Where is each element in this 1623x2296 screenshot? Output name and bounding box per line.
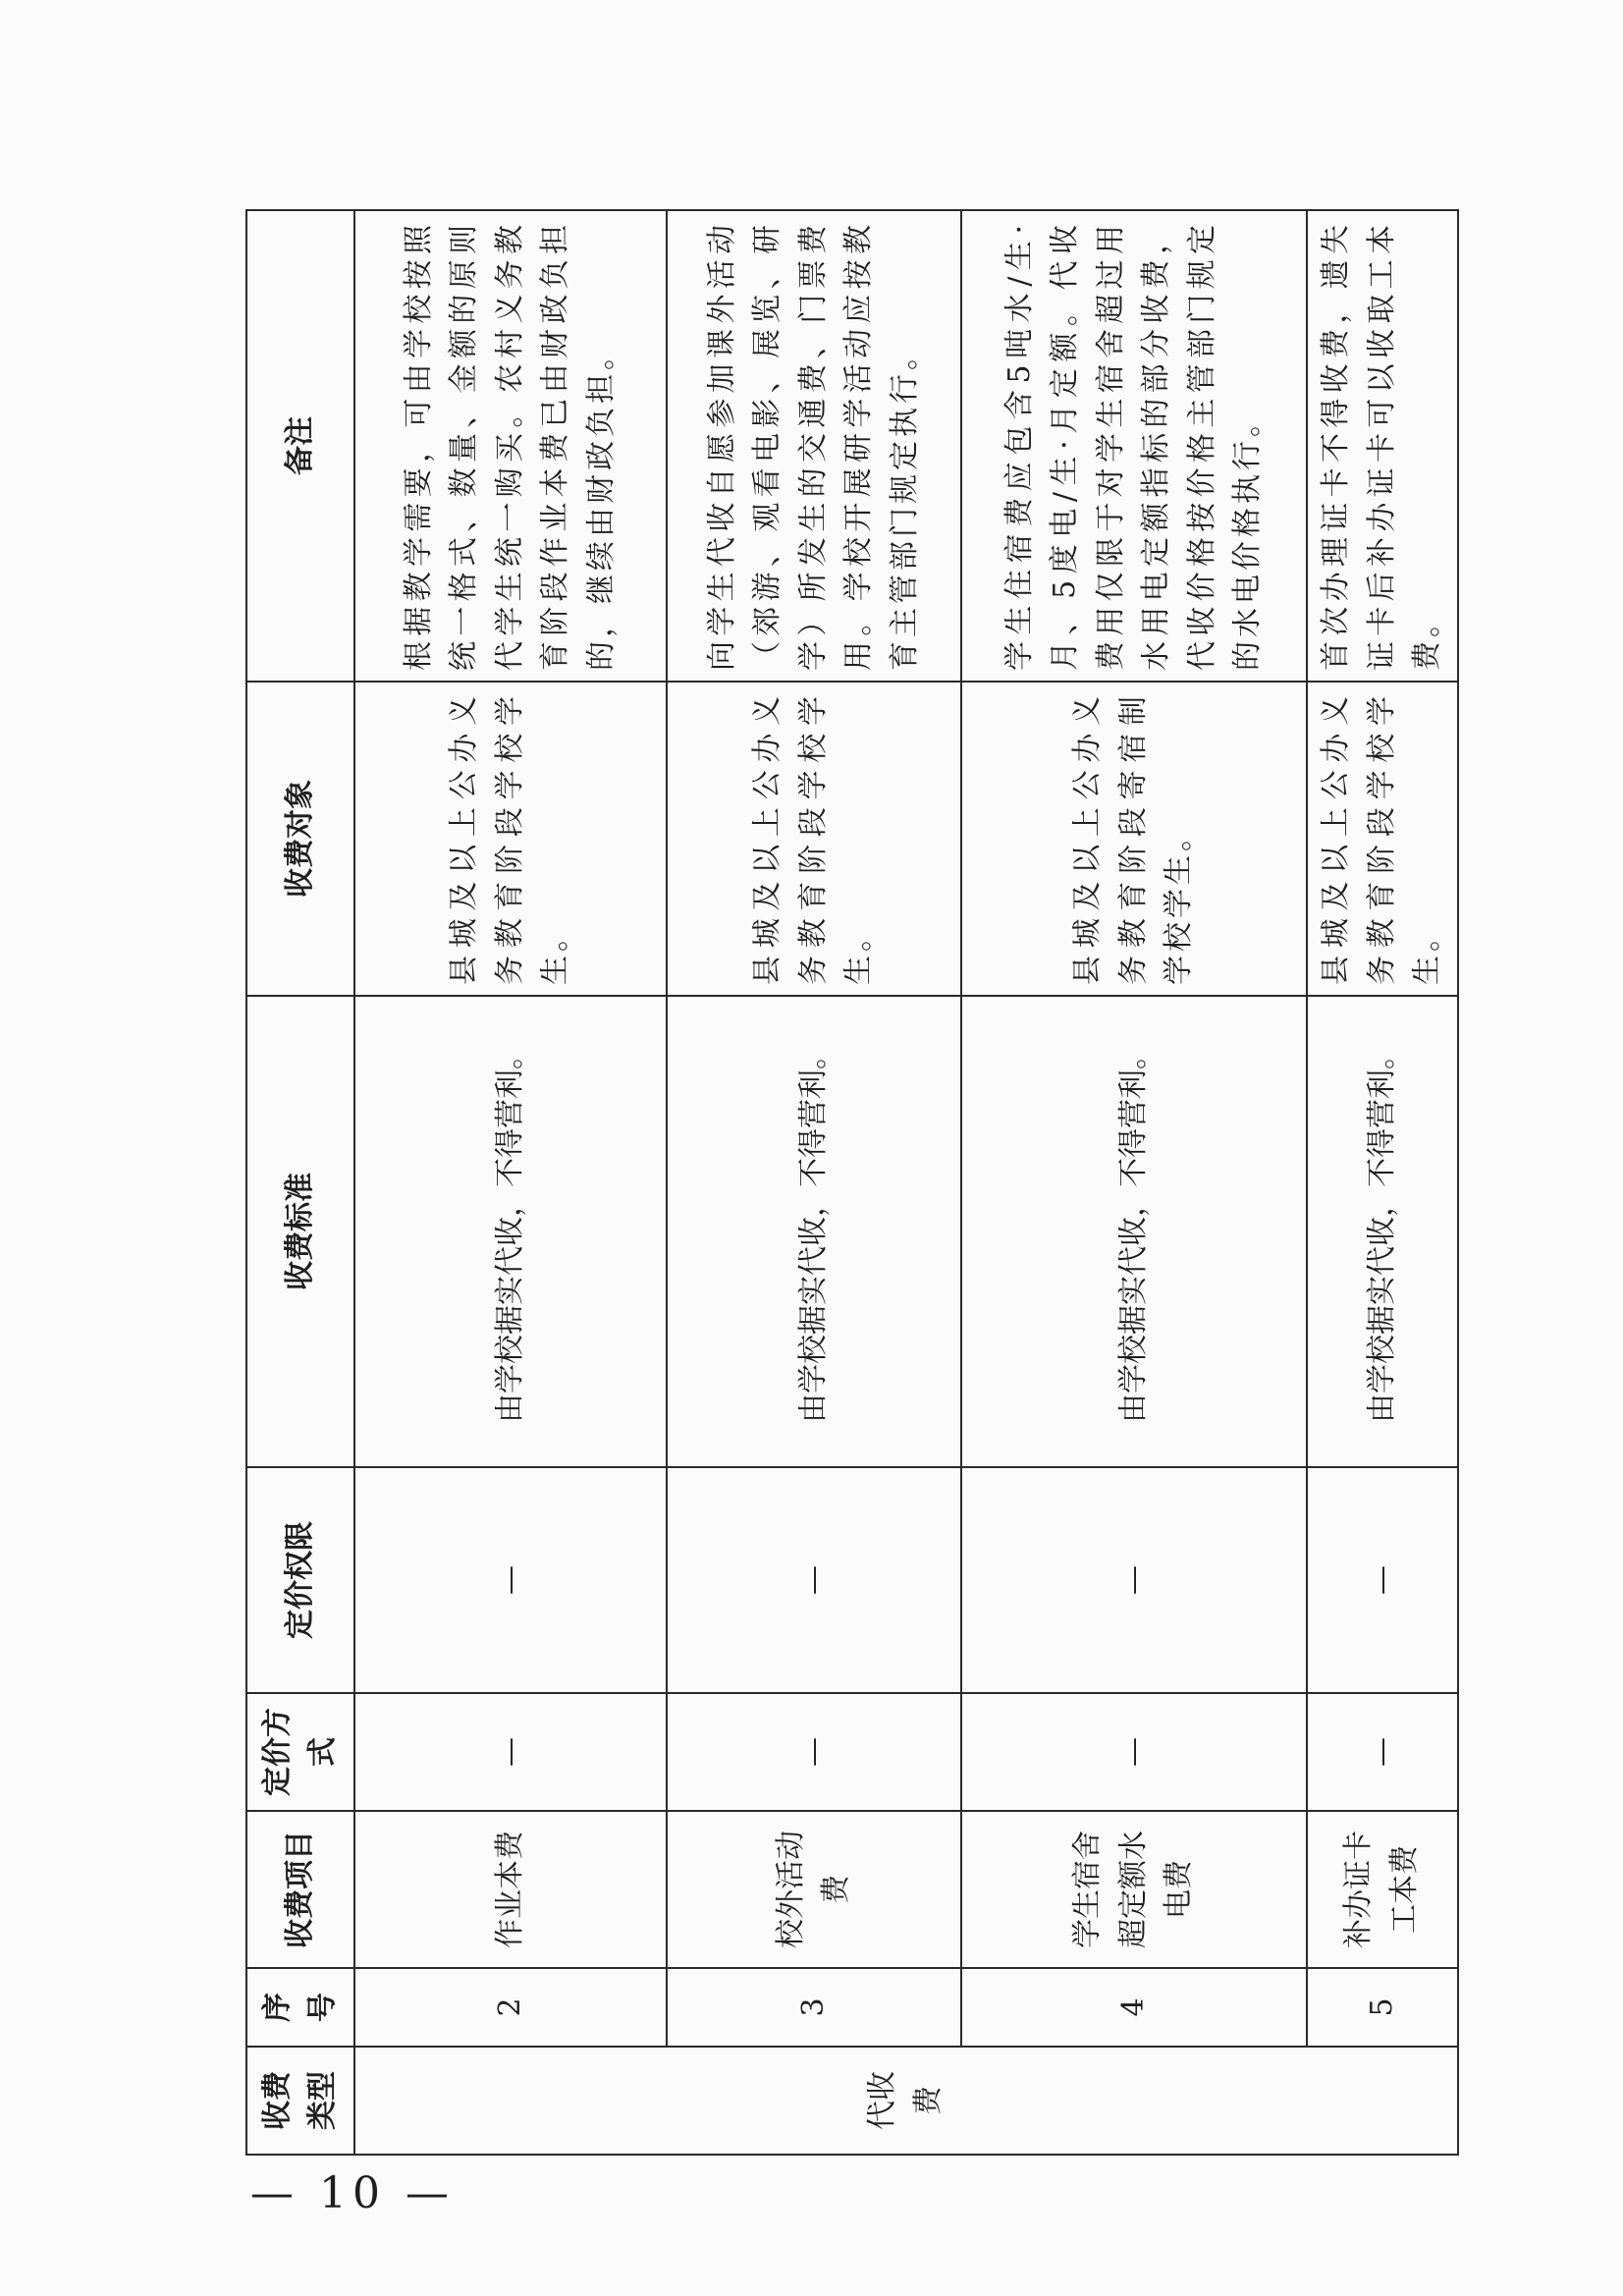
row-standard: 由学校据实代收，不得营利。 [1307,996,1458,1467]
header-item: 收费项目 [246,1811,354,1968]
page-number: — 10 — [250,2168,455,2218]
row-remark: 学生住宿费应包含5吨水/生·月、5度电/生·月定额。代收费用仅限于对学生宿舍超过用水用电定额指标的部分收费，代收价格按价格主管部门规定的水电价格执行。 [961,210,1307,682]
table-row [667,210,961,2155]
row-no: 4 [961,1968,1307,2047]
header-method: 定价方式 [246,1693,354,1811]
row-authority: — [667,1467,961,1693]
header-no: 序号 [246,1968,354,2047]
header-standard: 收费标准 [246,996,354,1467]
row-standard: 由学校据实代收，不得营利。 [667,996,961,1467]
row-target: 县城及以上公办义务教育阶段学校学生。 [354,682,667,996]
category-cell: 代收费 [354,2047,1458,2155]
header-type: 收费类型 [246,2047,354,2155]
row-standard: 由学校据实代收，不得营利。 [354,996,667,1467]
row-method: — [667,1693,961,1811]
row-target: 县城及以上公办义务教育阶段学校学生。 [667,682,961,996]
row-authority: — [1307,1467,1458,1693]
row-authority: — [354,1467,667,1693]
table-header-row [246,210,354,2155]
table-row [961,210,1307,2155]
row-target: 县城及以上公办义务教育阶段学校学生。 [1307,682,1458,996]
row-item: 作业本费 [354,1811,667,1968]
row-no: 5 [1307,1968,1458,2047]
row-remark: 向学生代收自愿参加课外活动（郊游、观看电影、展览、研学）所发生的交通费、门票费用。学校开展研学活动应按教育主管部门规定执行。 [667,210,961,682]
rotated-table-container [245,211,1444,2156]
row-no: 3 [667,1968,961,2047]
table-row [354,210,667,2155]
row-remark: 根据教学需要，可由学校按照统一格式、数量、金额的原则代学生统一购买。农村义务教育阶段作业本费已由财政负担的，继续由财政负担。 [354,210,667,682]
row-target: 县城及以上公办义务教育阶段寄宿制学校学生。 [961,682,1307,996]
row-item: 校外活动费 [667,1811,961,1968]
row-standard: 由学校据实代收，不得营利。 [961,996,1307,1467]
row-method: — [1307,1693,1458,1811]
row-no: 2 [354,1968,667,2047]
row-item: 学生宿舍超定额水电费 [961,1811,1307,1968]
header-remark: 备注 [246,210,354,682]
row-remark: 首次办理证卡不得收费，遗失证卡后补办证卡可以收取工本费。 [1307,210,1458,682]
fee-table [245,209,1459,2156]
header-target: 收费对象 [246,682,354,996]
header-authority: 定价权限 [246,1467,354,1693]
row-method: — [961,1693,1307,1811]
row-method: — [354,1693,667,1811]
row-authority: — [961,1467,1307,1693]
table-row [1307,210,1458,2155]
row-item: 补办证卡工本费 [1307,1811,1458,1968]
